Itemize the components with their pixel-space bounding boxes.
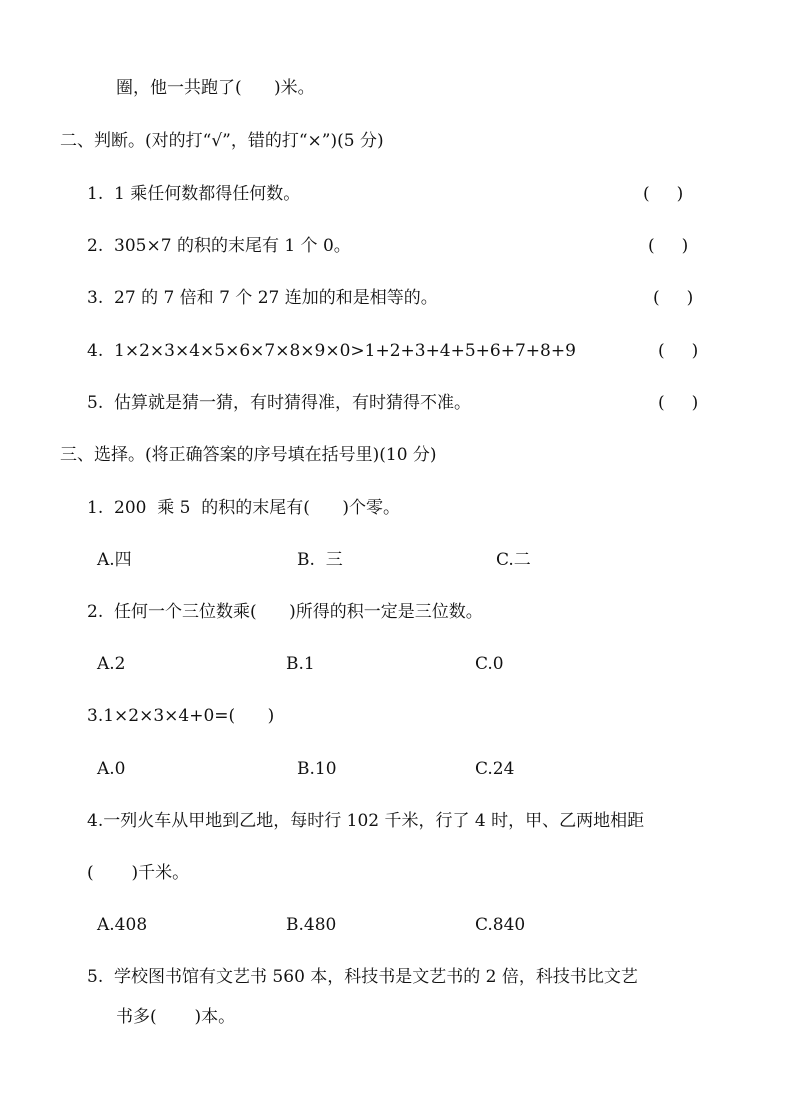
judge-item-2: 2. 305×7 的积的末尾有 1 个 0。 bbox=[87, 236, 351, 256]
choice-question-4-line-1: 4.一列火车从甲地到乙地，每时行 102 千米，行了 4 时，甲、乙两地相距 bbox=[87, 811, 645, 831]
q4-option-b: B.480 bbox=[286, 915, 337, 935]
q1-option-b: B. 三 bbox=[297, 550, 343, 570]
q4-option-c: C.840 bbox=[475, 915, 526, 935]
q2-option-a: A.2 bbox=[97, 654, 126, 674]
judge-item-1: 1. 1 乘任何数都得任何数。 bbox=[87, 184, 301, 204]
section-2-heading: 二、判断。(对的打“√”，错的打“×”)(5 分) bbox=[60, 131, 384, 151]
q1-option-c: C.二 bbox=[496, 550, 531, 570]
judge-answer-1: ( ) bbox=[643, 184, 684, 204]
judge-answer-2: ( ) bbox=[648, 236, 689, 256]
choice-question-2: 2. 任何一个三位数乘( )所得的积一定是三位数。 bbox=[87, 602, 483, 622]
judge-item-5: 5. 估算就是猜一猜，有时猜得准，有时猜得不准。 bbox=[87, 393, 472, 413]
q2-option-b: B.1 bbox=[286, 654, 315, 674]
question-continuation: 圈，他一共跑了( )米。 bbox=[116, 78, 315, 98]
q1-option-a: A.四 bbox=[97, 550, 132, 570]
q3-option-b: B.10 bbox=[297, 759, 337, 779]
q2-option-c: C.0 bbox=[475, 654, 504, 674]
section-3-heading: 三、选择。(将正确答案的序号填在括号里)(10 分) bbox=[60, 445, 437, 465]
choice-question-5-line-1: 5. 学校图书馆有文艺书 560 本，科技书是文艺书的 2 倍，科技书比文艺 bbox=[87, 967, 638, 987]
choice-question-4-line-2: ( )千米。 bbox=[87, 863, 190, 883]
judge-answer-3: ( ) bbox=[653, 288, 694, 308]
choice-question-3: 3.1×2×3×4+0=( ) bbox=[87, 706, 275, 726]
q3-option-c: C.24 bbox=[475, 759, 515, 779]
q3-option-a: A.0 bbox=[97, 759, 126, 779]
judge-item-4: 4. 1×2×3×4×5×6×7×8×9×0>1+2+3+4+5+6+7+8+9 bbox=[87, 341, 576, 361]
judge-answer-4: ( ) bbox=[658, 341, 699, 361]
choice-question-5-line-2: 书多( )本。 bbox=[116, 1007, 236, 1027]
choice-question-1: 1. 200 乘 5 的积的末尾有( )个零。 bbox=[87, 498, 400, 518]
judge-item-3: 3. 27 的 7 倍和 7 个 27 连加的和是相等的。 bbox=[87, 288, 438, 308]
judge-answer-5: ( ) bbox=[658, 393, 699, 413]
q4-option-a: A.408 bbox=[97, 915, 148, 935]
